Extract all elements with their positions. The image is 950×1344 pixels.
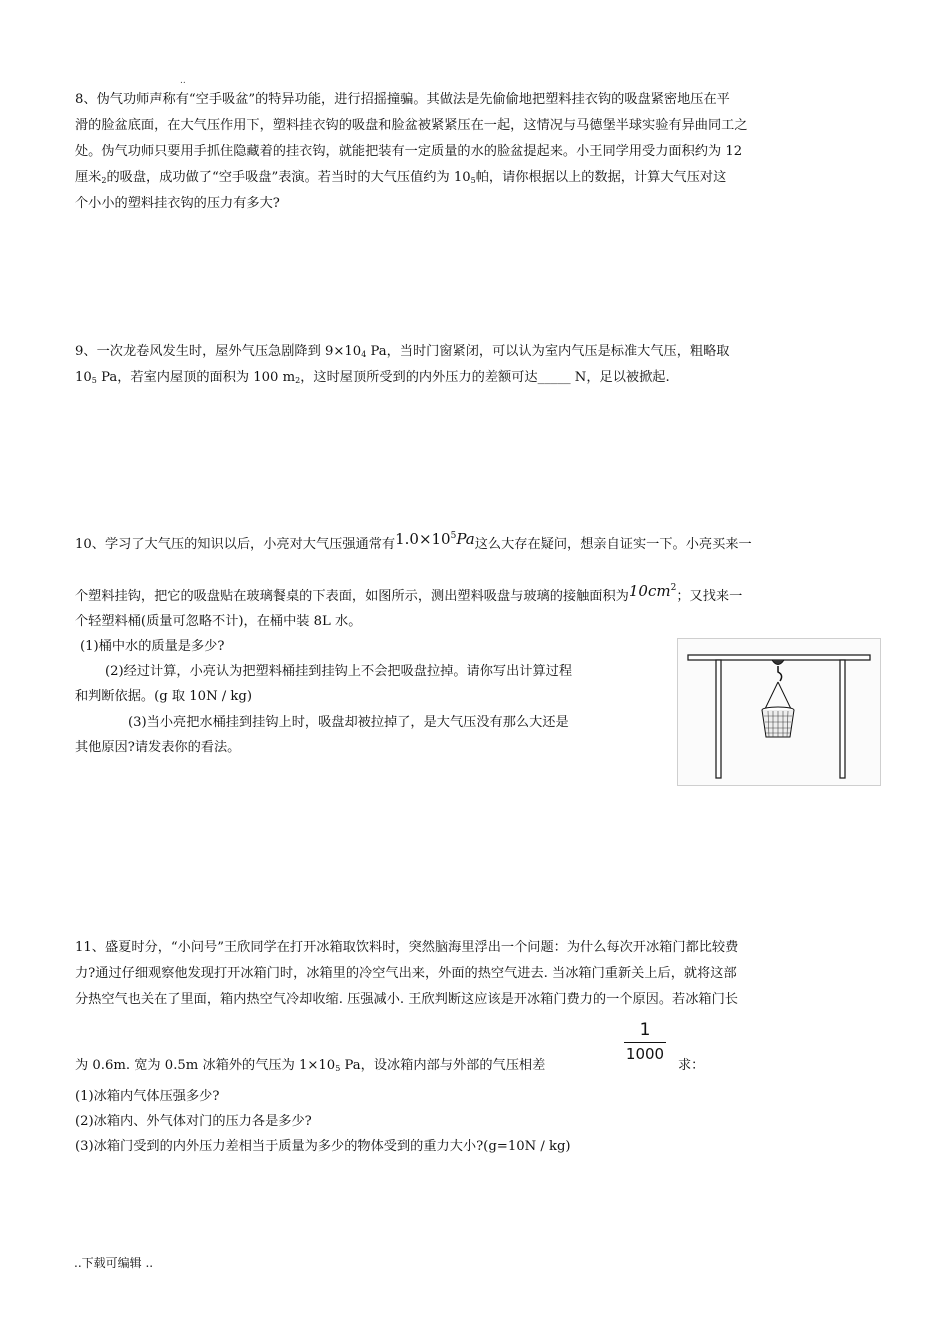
fraction-numerator: 1 — [639, 1020, 651, 1040]
q10-line-1a: 10、学习了大气压的知识以后，小亮对大气压强通常有 — [75, 537, 396, 552]
q9-line-2b: Pa，若室内屋顶的面积为 100 m — [96, 370, 296, 385]
q9-line-2 — [75, 368, 885, 389]
q10-sub-3-line-1: (3)当小亮把水桶挂到挂钩上时，吸盘却被拉掉了，是大气压没有那么大还是 — [128, 715, 569, 730]
formula-exponent: 5 — [450, 531, 457, 541]
q10-sub-1: (1)桶中水的质量是多少? — [80, 639, 225, 654]
q11-line-4b: Pa，设冰箱内部与外部的气压相差 — [340, 1058, 546, 1073]
q10-line-2 — [75, 582, 885, 607]
area-formula — [629, 578, 676, 601]
q8-line-3: 处。伪气功师只要用手抓住隐藏着的挂衣钩，就能把装有一定质量的水的脸盆提起来。小王同学用受力面积约为 12 — [75, 144, 743, 159]
q9-line-2c: ，这时屋顶所受到的内外压力的差额可达_____ N，足以被掀起. — [300, 370, 670, 385]
q11-sub-2: (2)冰箱内、外气体对门的压力各是多少? — [75, 1114, 312, 1129]
q11-line-4a: 为 0.6m. 宽为 0.5m 冰箱外的气压为 1×10 — [75, 1058, 336, 1073]
q10-sub-2-line-1: (2)经过计算，小亮认为把塑料桶挂到挂钩上不会把吸盘拉掉。请你写出计算过程 — [105, 664, 573, 679]
q10-line-2a: 个塑料挂钩，把它的吸盘贴在玻璃餐桌的下表面，如图所示，测出塑料吸盘与玻璃的接触面积为 — [75, 589, 629, 604]
q11-line-4 — [75, 1056, 885, 1077]
q8-sub-2: 2 — [101, 176, 107, 185]
q11-sub-1: (1)冰箱内气体压强多少? — [75, 1089, 220, 1104]
q9-sub-4: 4 — [361, 350, 367, 359]
q8-sub-5: 5 — [470, 176, 476, 185]
q10-line-3: 个轻塑料桶(质量可忽略不计)，在桶中装 8L 水。 — [75, 614, 362, 629]
fraction-denominator: 1000 — [625, 1045, 665, 1063]
q10-sub-3-line-2: 其他原因?请发表你的看法。 — [75, 740, 241, 755]
q8-line-2: 滑的脸盆底面，在大气压作用下，塑料挂衣钩的吸盘和脸盆被紧紧压在一起，这情况与马德堡半球实验有异曲同工之 — [75, 118, 748, 133]
q8-line-4b: 的吸盘，成功做了“空手吸盘”表演。若当时的大气压值约为 10 — [106, 170, 471, 185]
top-marks: .. — [180, 76, 186, 86]
q8-line-5: 个小小的塑料挂衣钩的压力有多大? — [75, 196, 280, 211]
table-bucket-illustration — [678, 639, 880, 785]
q10-sub-2-line-2: 和判断依据。(g 取 10N / kg) — [75, 689, 253, 704]
q11-sub-5: 5 — [335, 1064, 341, 1073]
suction-hook-figure — [677, 638, 881, 786]
q9-sub-2: 2 — [295, 376, 301, 385]
q10-line-2b: ；又找来一 — [676, 589, 743, 604]
q9-sub-5: 5 — [91, 376, 97, 385]
q8-line-4 — [75, 168, 885, 189]
page-footer: ..下载可编辑 .. — [74, 1256, 154, 1270]
area-value: 10cm — [628, 582, 671, 600]
fraction-bar — [624, 1042, 666, 1043]
formula-unit: Pa — [456, 530, 475, 548]
q10-line-1 — [75, 530, 885, 555]
q8-line-4c: 帕，请你根据以上的数据，计算大气压对这 — [475, 170, 727, 185]
q9-line-1a: 9、一次龙卷风发生时，屋外气压急剧降到 9×10 — [75, 344, 362, 359]
formula-base: 1.0×10 — [395, 530, 451, 548]
area-exponent: 2 — [670, 583, 677, 593]
q10-line-1b: 这么大存在疑问，想亲自证实一下。小亮买来一 — [474, 537, 752, 552]
q8-line-1: 8、伪气功师声称有“空手吸盆”的特异功能，进行招摇撞骗。其做法是先偷偷地把塑料挂衣钩的吸盘紧密地压在平 — [75, 92, 730, 107]
q8-line-4a: 厘米 — [75, 170, 102, 185]
q11-line-4c: 求： — [678, 1058, 705, 1073]
q11-line-3: 分热空气也关在了里面，箱内热空气冷却收缩. 压强减小. 王欣判断这应该是开冰箱门费力的一个原因。若冰箱门长 — [75, 992, 738, 1007]
q11-line-2: 力?通过仔细观察他发现打开冰箱门时，冰箱里的冷空气出来，外面的热空气进去. 当冰箱门重新关上后，就将这部 — [75, 966, 737, 981]
q11-line-1: 11、盛夏时分，“小问号”王欣同学在打开冰箱取饮料时，突然脑海里浮出一个问题：为什么每次开冰箱门都比较费 — [75, 940, 739, 955]
pressure-difference-fraction — [624, 1020, 666, 1063]
q9-line-1b: Pa，当时门窗紧闭，可以认为室内气压是标准大气压，粗略取 — [366, 344, 730, 359]
q9-line-2a: 10 — [75, 370, 92, 385]
q11-sub-3: (3)冰箱门受到的内外压力差相当于质量为多少的物体受到的重力大小?(g=10N / kg) — [75, 1139, 571, 1154]
pressure-formula — [395, 526, 475, 549]
q9-line-1 — [75, 342, 885, 363]
